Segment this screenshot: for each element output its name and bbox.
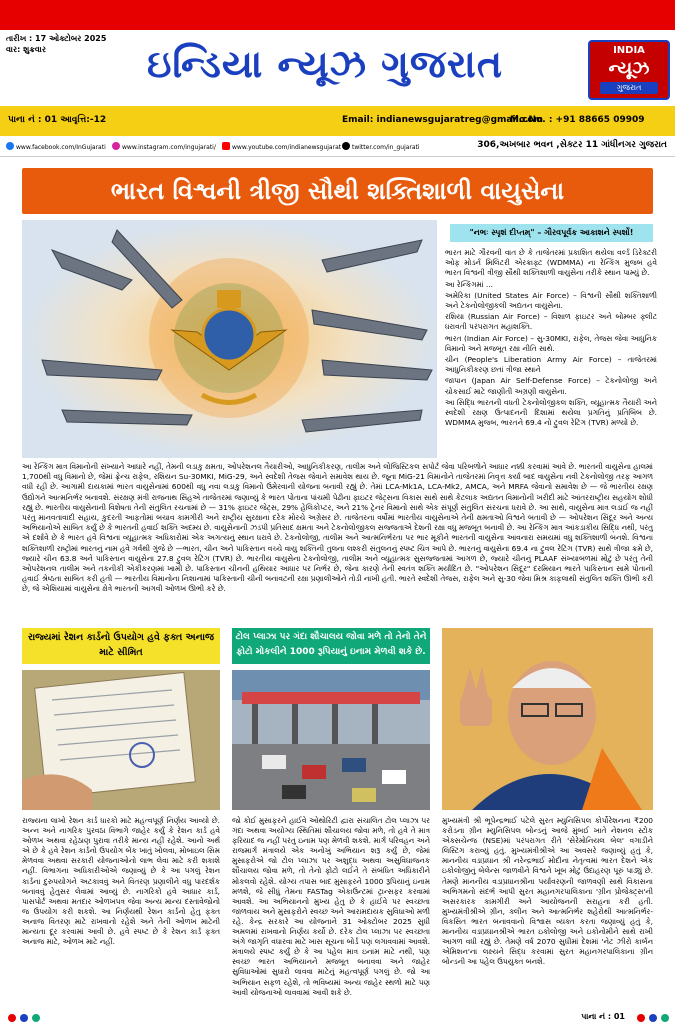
blue-dot-icon	[649, 1014, 657, 1022]
red-dot-icon	[8, 1014, 16, 1022]
info-bar	[0, 106, 675, 136]
main-headline: ભારત વિશ્વની ત્રીજી સૌથી શક્તિશાળી વાયુસેના	[22, 168, 653, 214]
right-paragraph: ચીન (People's Liberation Army Air Force) – તાજેતરમાં આધુનિકીકરણ છતાં ત્રીજા સ્થાને	[445, 355, 657, 375]
date-block	[6, 33, 106, 55]
toll-plaza-photo-icon	[232, 670, 430, 810]
ration-card-body: રાજ્યના લાખો રેશન કાર્ડ ધારકો માટે મહત્વપૂર્ણ નિર્ણય આવ્યો છે. અન્ન અને નાગરિક પુરવઠા વિભાગે જાહેર કર્યું કે રેશન કાર્ડ હવે ઓળખ અથવા રહેઠાણ પુરાવા તરીકે માન્ય નહીં રહેશે. આનો અર્થ એ છે કે હવે રેશન કાર્ડનો ઉપયોગ બેંક ખાતું ખોલવા, મોબાઇલ સિમ મેળવવા અથવા સરકારી યોજનાઓનો લાભ લેવા માટે કરી શકાશે નહીં. વિભાગના અધિકારીઓએ જણાવ્યું છે કે આ પગલું રેશન કાર્ડના દુરુપયોગને અટકાવવું અને વિતરણ પ્રણાલીને વધુ પારદર્શક બનાવવું હેતુસર લેવામાં આવ્યું છે. નાગરિકો હવે આધાર કાર્ડ, પાસપોર્ટ અથવા મતદાર ઓળખપત્ર જેવા અન્ય માન્ય દસ્તાવેજોનો જ ઉપયોગ કરી શકશે. આ નિર્ણયથી રેશન કાર્ડનો હેતુ ફક્ત અનાજ વિતરણ માટે રાખવાનો રહેશે અને તેની ઓળખ માટેની માન્યતા દૂર કરવામાં આવી છે. હવે સ્પષ્ટ છે કે રેશન કાર્ડ ફક્ત અનાજ માટે, ઓળખ માટે નહીં.	[22, 816, 220, 947]
facebook-icon	[6, 142, 14, 150]
youtube-icon	[222, 142, 230, 150]
right-paragraph: ભારત માટે ગૌરવની વાત છે કે તાજેતરમાં પ્રકાશિત થયેલા વર્લ્ડ ડિરેક્ટરી ઓફ મોડર્ન મિલિટરી એરક્રાફ્ટ (WDMMA) ના રેન્કિંગ મુજબ હવે ભારત વિશ્વની ત્રીજી સૌથી શક્તિશાળી વાયુસેના તરીકે સ્થાન પામ્યું છે.	[445, 248, 657, 278]
right-paragraph: રશિયા (Russian Air Force) – વિશાળ ફાઇટર અને બોમ્બર ફ્લીટ ધરાવતી પરંપરાગત મહાશક્તિ.	[445, 312, 657, 332]
email-text[interactable]: Email: indianewsgujaratreg@gmail.com	[342, 115, 543, 125]
toll-plaza-image	[232, 670, 430, 810]
youtube-label: www.youtube.com/indianewsgujarat	[232, 144, 342, 151]
issue-date: તારીખ : 17 ઓક્ટોબર 2025	[6, 34, 107, 43]
right-paragraph: અમેરિકા (United States Air Force) – વિશ્વની સૌથી શક્તિશાળી અને ટેકનોલોજીકલી અદ્યતન વાયુસેના.	[445, 290, 657, 311]
twitter-link[interactable]	[342, 142, 420, 151]
masthead	[0, 30, 675, 102]
green-bond-body: મુખ્યમંત્રી શ્રી ભૂપેન્દ્રભાઈ પટેલે સુરત મ્યુનિસિપલ કોર્પોરેશનના ₹200 કરોડના ગ્રીન મ્યુનિસિપલ બોન્ડનું આજે મુંબઈ ખાતે નેશનલ સ્ટોક એક્સચેન્જ (NSE)માં પરંપરાગત રીતે 'સેરેમોનિયલ બેલ' વગાડીને લિસ્ટિંગ કરાવ્યું હતું. મુખ્યમંત્રીશ્રીએ આ અવસરે જણાવ્યું હતું કે, માનનીય વડાપ્રધાન શ્રી નરેન્દ્રભાઈ મોદીના નેતૃત્વમાં ભારત દેશને એક ઇકોલોજીનું બેલેન્સ જાળવીને વિશ્વને ખૂબ મોટું ઉદાહરણ પૂરું પાડ્યું છે. તેમણે માનનીય વડાપ્રધાનશ્રીના પર્યાવરણની જાળવણી સાથે વિકાસના અભિગમનો સંદર્ભ આપી સુરત મહાનગરપાલિકાના 'ગ્રીન પ્રોજેક્ટ્સ'ની અસરકારક કામગીરી અને આયોજનની સરાહના કરી હતી. મુખ્યમંત્રીશ્રીએ ગ્રીન, ક્લીન અને આત્મનિર્ભર શહેરોથી આત્મનિર્ભર-વિકસિત ભારત બનાવવાનો વિશ્વાસ વ્યક્ત કરતા જણાવ્યું હતું કે, માનનીય વડાપ્રધાનશ્રીએ ભારત ઇકોલોજી અને ઇકોનોમીને સાથે રાખી આગળ વધી રહ્યું છે. તેમણે વર્ષ 2070 સુધીમાં દેશમાં 'નેટ ઝીરો કાર્બન એમિશન'ના લક્ષ્યને સિદ્ધ કરવામાં સુરત મહાનગરપાલિકાના ગ્રીન બોન્ડની આ પહેલ ઉપયુક્ત બનશે.	[442, 816, 653, 967]
footer	[0, 1012, 675, 1024]
facebook-label: www.facebook.com/InGujarati	[16, 144, 106, 151]
toll-plaza-article	[232, 816, 430, 1011]
blue-dot-icon	[20, 1014, 28, 1022]
newspaper-title: ઇન્ડિયા ન્યૂઝ ગુજરાત	[146, 42, 504, 86]
instagram-icon	[112, 142, 120, 150]
mobile-text: Mo.No. : +91 88665 09909	[510, 115, 645, 125]
right-paragraph: આ સિદ્ધિ ભારતની વધતી ટેકનોલોજીકલ શક્તિ, વ્યૂહાત્મક તૈયારી અને સ્વદેશી રક્ષણ ઉત્પાદનની દિશામાં થયેલા પ્રગતિનું પ્રતિબિંબ છે. WDMMA મુજબ, ભારતને 69.4 નો ટ્રુવલ રેટિંગ (TVR) મળ્યો છે.	[445, 397, 657, 428]
logo-line-3: ગુજરાત	[600, 82, 658, 94]
ration-card-image	[22, 670, 220, 810]
right-paragraph: ભારત (Indian Air Force) – સુ-30MKI, રાફેલ, તેજસ જેવા આધુનિક વિમાનો અને મજબૂત રક્ષા નીતિ સાથે.	[445, 333, 657, 353]
main-body-text: આ રેન્કિંગ માત્ર વિમાનોની સંખ્યાને આધારે નહીં, તેમની લડાકુ ક્ષમતા, ઓપરેશનલ તૈયારીઓ, આધુનિકીકરણ, તાલીમ અને લોજિસ્ટિકલ સપોર્ટ જેવા પરિબળોને આધાર નક્કી કરવામાં આવે છે. ભારતની વાયુસેના હાલમાં 1,700થી વધુ વિમાનો છે, જેમાં ફ્રેન્ચ રાફેલ, રશિયન Su-30MKI, MiG-29, અને સ્વદેશી તેજસ જેવાને સમાવેશ થાય છે. જૂના MiG-21 વિમાનોને તાજેતરમાં નિવૃત્ત કર્યા બાદ વાયુસેના નવી ટેકનોલોજી તરફ આગળ વધી રહી છે. આગામી દાયકામાં ભારત વાયુસેનામાં 600થી વધુ નવા લડાકુ વિમાનો ઉમેરવાની યોજના બનાવી રહ્યું છે. તેમાં LCA-Mk1A, LCA-Mk2, AMCA, અને MRFA જેવાનો સમાવેશ છે — જે ભારતીય રક્ષણ ઉદ્યોગને આત્મનિર્ભર બનાવશે. સંરક્ષણ મંત્રી રાજનાથ સિંહએ તાજેતરમાં જણાવ્યું કે ભારત પોતાના પાંચમી પેઢીના ફાઇટર જેટ્સના વિકાસ સાથે સાથે કેટલાક અદ્યતન વિમાનોની ખરીદી માટે આંતરરાષ્ટ્રીય સહયોગ શોધી રહ્યું છે. ભારતીય વાયુસેનાની વિશેષતા તેની સંતુલિત રચનામાં છે — 31% ફાઇટર જેટ્સ, 29% હેલિકોપ્ટર, અને 21% ટ્રેનર વિમાનો સાથે એક સંપૂર્ણ સંતુલિત સંરચના ધરાવે છે. આ સાથે, વાયુસેના માત્ર લડાઈ જ નહીં પરંતુ માનવતાવાદી સહાય, કુદરતી આફતોમાં બચાવ કામગીરી અને રાષ્ટ્રીય સુરક્ષાના દરેક મોરચે અગ્રેસર છે. તાજેતરના વર્ષોમાં ભારતીય વાયુસેનાએ તેની ક્ષમતાઓ વિશ્વને બતાવી છે — ઓપરેશન સિંદૂર અને અન્ય અભિયાનોએ સાબિત કર્યું છે કે ભારતની હવાઈ શક્તિ અદમ્ય છે. વાયુસેનાની ઝડપી પ્રતિસાદ ક્ષમતા અને ટેકનોલોજીકલ સજ્જતાએ દેશની રક્ષા વધુ મજબૂત બનાવી છે. આ રેન્કિંગ માત્ર આંકડાકીય સિદ્ધિ નથી, પરંતુ એ દર્શાવે છે કે ભારત હવે વિશ્વના વ્યૂહાત્મક અધિકારોમાં એક અગત્યનું સ્થાન ધરાવે છે. ટેકનોલોજી, તાલીમ અને આત્મનિર્ભરતા પર ભાર મૂકીને ભારતની વાયુસેના આવનારા સમયમાં વધુ શક્તિશાળી બનશે. વિશ્વના શક્તિશાળી રાષ્ટ્રોમાં ભારતનું નામ હવે ગર્વથી ગુંજે છે —ભારત, ચીન અને પાકિસ્તાન વચ્ચે વાયુ શક્તિની તુલના લશ્કરી સંતુલનનું સ્પષ્ટ ચિત્ર આપે છે. ભારતનું વાયુસેના 69.4 ના ટ્રુવલ રેટિંગ (TVR) સાથે ત્રીજા ક્રમે છે, જ્યારે ચીન 63.8 અને પાકિસ્તાન વાયુસેના 27.8 ટ્રુવલ રેટિંગ (TVR) છે. ભારતીય વાયુસેના ટેકનોલોજી, તાલીમ અને વ્યૂહાત્મક સુસજ્જતામાં આગળ છે, જ્યારે ચીનનું PLAAF સંખ્યાબળમાં મોટું છે પરંતુ તેની ઓપરેશનલ તાલીમ અને તકનીકી એકીકરણમાં ખામી છે. પાકિસ્તાન ચીનની હથિયાર આધાર પર નિર્ભર છે, જેના કારણે તેની સ્વતંત્ર શક્તિ મર્યાદિત છે. "ઓપરેશન સિંદૂર" દરમિયાન ભારતે પાકિસ્તાન સામે પોતાની હવાઈ શ્રેષ્ઠતા સાબિત કરી હતી — ભારતીય વિમાનોના નિશાનામાં પાકિસ્તાની ચીની બનાવટની રક્ષા પ્રણાલીઓને તોડી નાખી હતી. ભારતે સ્વદેશી તેજસ, રાફેલ અને સુ-30 જેવા મિશ્ર કાફલાથી સંતુલિત શક્તિ ઊભી કરી છે, જે એશિયામાં વાયુસેના ક્ષેત્રે ભારતની આગવી ઓળખ ઊભી કરે છે.	[22, 462, 653, 594]
top-red-bar	[0, 0, 675, 30]
ration-card-article	[22, 816, 220, 1011]
right-paragraph: આ રેન્કિંગમાં ...	[445, 279, 493, 289]
ration-card-photo-icon	[22, 670, 220, 810]
facebook-link[interactable]	[6, 142, 106, 151]
air-force-emblem-jets-icon	[22, 220, 437, 458]
red-dot-icon	[637, 1014, 645, 1022]
ration-card-headline: રાજ્યમાં રેશન કાર્ડનો ઉપયોગ હવે ફક્ત અનાજ માટે સીમિત	[22, 628, 220, 664]
twitter-icon	[342, 142, 350, 150]
chief-minister-photo-icon	[442, 628, 653, 810]
logo-line-2: ન્યૂઝ	[608, 58, 650, 79]
instagram-label: www.instagram.com/ingujarati/	[122, 144, 216, 151]
india-news-logo	[588, 40, 670, 100]
right-paragraph: જાપાન (Japan Air Self-Defense Force) – ટેકનોલોજી અને ચોકસાઈ માટે જાણીતી અગ્રણી વાયુસેના.	[445, 376, 657, 396]
page-edition: પાના નં : 01 આવૃત્તિ:-12	[8, 115, 107, 125]
green-dot-icon	[661, 1014, 669, 1022]
instagram-link[interactable]	[112, 142, 216, 151]
subheadline: "નભઃ સ્પૃશં દીપ્તમ્" – ગૌરવપૂર્વક આકાશને સ્પર્શો!	[450, 224, 653, 242]
green-bond-article	[442, 816, 653, 1011]
social-bar	[0, 138, 675, 157]
youtube-link[interactable]	[222, 142, 341, 151]
footer-page-number: પાના નં : 01	[581, 1012, 625, 1021]
main-article-body	[22, 462, 653, 620]
chief-minister-image	[442, 628, 653, 810]
toll-plaza-body: જો કોઈ મુસાફરને હાઈવે ઓથોરિટી દ્વારા સંચાલિત ટોલ પ્લાઝા પર ગંદા અથવા અયોગ્ય સ્થિતિમાં શૌચાલય જોવા મળે, તો હવે તે માત્ર ફરિયાદ જ નહીં પરંતુ ઇનામ પણ મેળવી શકશે. માર્ગ પરિવહન અને રાજમાર્ગ મંત્રાલયે એક અનોખું અભિયાન શરૂ કર્યું છે, જેમાં મુસાફરોએ જો ટોલ પ્લાઝા પર અશુદ્ધ અથવા અસુવિધાજનક શૌચાલય જોવા મળે, તો તેનો ફોટો લઈને તે સંબંધિત અધિકારીને મોકલવો રહેશે. યોગ્ય તપાસ બાદ મુસાફરને 1000 રૂપિયાનું ઇનામ મળશે, જે સીધું તેમના FASTag એકાઉન્ટમાં ટ્રાન્સફર કરવામાં આવશે. આ અભિયાનનો મુખ્ય હેતુ છે કે હાઈવે પર સ્વચ્છતા જાળવાય અને મુસાફરોને સ્વચ્છ અને આરામદાયક સુવિધાઓ મળી રહે. કેન્દ્ર સરકારે આ યોજનાને 31 ઓક્ટોબર 2025 સુધી અમલમાં રાખવાનો નિર્ણય કર્યો છે. દરેક ટોલ પ્લાઝા પર સ્વચ્છતા અંગે જાગૃતિ વધારવા માટે ખાસ સૂચના બોર્ડ પણ લગાવવામાં આવશે. મંત્રાલયે સ્પષ્ટ કર્યું છે કે આ પહેલ માત્ર ઇનામ માટે નથી, પણ સ્વચ્છ ભારત અભિયાનને મજબૂત બનાવવા અને જાહેર સુવિધાઓમાં સુધારો લાવવા માટેનું મહત્વપૂર્ણ પગલું છે. જો આ અભિયાન સફળ રહેશે, તો ભવિષ્યમાં અન્ય જાહેર સ્થળો માટે પણ આવી યોજનાઓ લાવવામાં આવી શકે છે.	[232, 816, 430, 997]
office-address: 306,અખબાર ભવન ,સેક્ટર 11 ગાંધીનગર ગુજરાત	[477, 140, 667, 150]
issue-day: વાર: શુક્રવાર	[6, 45, 46, 54]
twitter-label: twitter.com/in_gujarati	[352, 144, 420, 151]
green-dot-icon	[32, 1014, 40, 1022]
toll-plaza-headline: ટોલ પ્લાઝા પર ગંદા શૌચાલય જોવા મળે તો તેનો તેને ફોટો મોકલીને 1000 રૂપિયાનું ઇનામ મેળવી શકે છે.	[232, 628, 430, 664]
logo-line-1: INDIA	[613, 45, 645, 56]
right-column-text	[445, 248, 657, 460]
air-force-image	[22, 220, 437, 458]
